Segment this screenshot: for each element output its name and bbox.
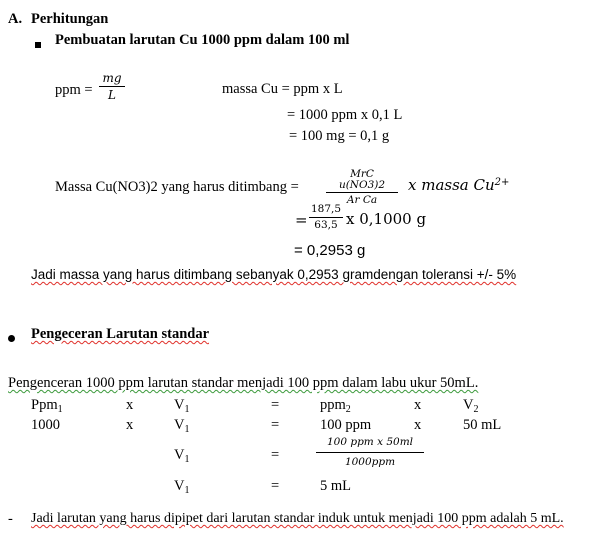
row3-numerator: 100 ppm x 50ml — [326, 436, 414, 448]
row1-v1-sub: 1 — [184, 404, 190, 415]
bullet2-title-text: Pengeceran Larutan standar — [31, 326, 210, 342]
nitrat-denominator: Ar Ca — [346, 194, 378, 206]
row1-v1 — [174, 398, 189, 415]
row4-v1-sub: 1 — [184, 485, 190, 496]
row4-v1-text: V — [174, 478, 185, 494]
nitrat-rhs2: x 0,1000 g — [346, 210, 427, 228]
row4-v1 — [174, 479, 189, 496]
nitrat-fraction — [326, 169, 398, 206]
row3-denominator: 1000ppm — [344, 455, 396, 468]
nitrat-numerator: MrC u(NO3)2 — [338, 168, 386, 191]
ppm-denominator: L — [108, 88, 116, 102]
row3-v1 — [174, 448, 189, 465]
square-bullet-icon — [35, 37, 41, 52]
circle-bullet-icon — [8, 331, 15, 346]
row1-c1-text: Ppm — [31, 397, 58, 413]
row1-x2: x — [414, 397, 422, 413]
row1-c2 — [320, 398, 351, 415]
row1-c2-text: ppm — [320, 397, 346, 413]
massa-cu-line1: massa Cu = ppm x L — [222, 81, 343, 97]
row2-x1: x — [126, 417, 134, 433]
row2-c1: 1000 — [31, 417, 60, 433]
nitrat-numerator2: 187,5 — [310, 203, 342, 215]
conclusion2-text: Jadi larutan yang harus dipipet dari larutan standar induk untuk menjadi 100 ppm adalah 5 mL. — [31, 511, 564, 526]
row1-eq: = — [271, 397, 280, 413]
conclusion1 — [31, 268, 516, 282]
row2-v1 — [174, 418, 189, 435]
nitrat-line3: = 0,2953 g — [294, 242, 366, 259]
conclusion2 — [31, 512, 564, 526]
row1-v1-text: V — [174, 397, 185, 413]
row2-x2: x — [414, 417, 422, 433]
row1-c1-sub: 1 — [57, 404, 63, 415]
conclusion2-dash: - — [8, 511, 13, 527]
nitrat-denominator2: 63,5 — [314, 218, 338, 231]
ppm-lhs: ppm = — [55, 82, 93, 98]
row4-eq: = — [271, 478, 280, 494]
row1-v2-text: V — [463, 397, 474, 413]
massa-nitrat-lhs: Massa Cu(NO3)2 yang harus ditimbang = — [55, 179, 299, 195]
massa-cu-line2: = 1000 ppm x 0,1 L — [287, 107, 403, 123]
ppm-numerator: mg — [102, 71, 122, 85]
row4-c2: 5 mL — [320, 478, 352, 494]
nitrat-rhs-sup: 2+ — [494, 177, 510, 188]
bullet1-title: Pembuatan larutan Cu 1000 ppm dalam 100 ml — [55, 32, 350, 48]
row2-eq: = — [271, 417, 280, 433]
row2-v1-sub: 1 — [184, 424, 190, 435]
row2-c2: 100 ppm — [320, 417, 372, 433]
row1-x1: x — [126, 397, 134, 413]
row1-c1 — [31, 398, 63, 415]
bullet2-title — [31, 327, 209, 342]
nitrat-fraction2 — [309, 204, 343, 230]
row2-v1-text: V — [174, 417, 185, 433]
section-title: Perhitungan — [31, 11, 109, 27]
row2-v2: 50 mL — [463, 417, 502, 433]
row1-c2-sub: 2 — [345, 404, 351, 415]
row1-v2 — [463, 398, 478, 415]
dilution-intro — [8, 376, 478, 391]
row3-fraction — [316, 437, 424, 467]
row1-v2-sub: 2 — [473, 404, 479, 415]
row3-eq: = — [271, 447, 280, 463]
row3-v1-sub: 1 — [184, 454, 190, 465]
conclusion1-text: Jadi massa yang harus ditimbang sebanyak 0,2953 gramdengan toleransi +/- 5% — [31, 267, 517, 282]
nitrat-eq2: = — [295, 211, 308, 229]
ppm-fraction — [99, 72, 125, 101]
row3-v1-text: V — [174, 447, 185, 463]
section-letter: A. — [8, 11, 23, 27]
massa-cu-line3: = 100 mg = 0,1 g — [289, 128, 390, 144]
nitrat-rhs-text: x massa Cu — [408, 176, 495, 194]
dilution-intro-text: Pengenceran 1000 ppm larutan standar menjadi 100 ppm dalam labu ukur 50mL. — [8, 375, 479, 391]
nitrat-rhs — [408, 178, 509, 193]
